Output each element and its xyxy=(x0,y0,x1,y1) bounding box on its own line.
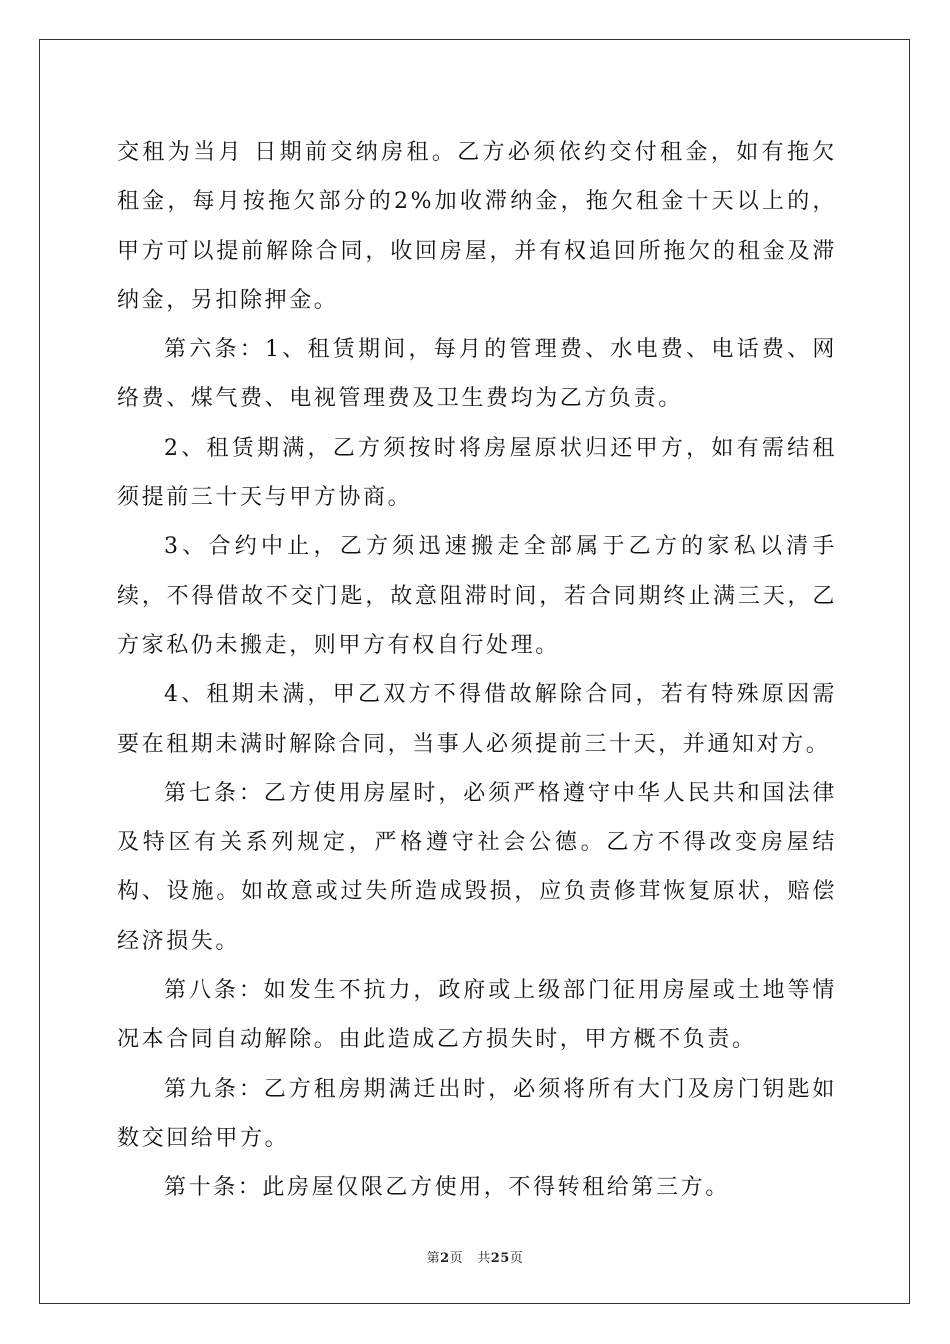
page-prefix: 第 xyxy=(426,1251,441,1266)
total-pages: 25 xyxy=(490,1251,510,1266)
paragraph-article-6-item-3: 3、合约中止，乙方须迅速搬走全部属于乙方的家私以清手续，不得借故不交门匙，故意阻滞时间，若合同期终止满三天，乙方家私仍未搬走，则甲方有权自行处理。 xyxy=(117,534,837,658)
paragraph-article-10: 第十条：此房屋仅限乙方使用，不得转租给第三方。 xyxy=(164,1175,730,1201)
page-suffix: 页 xyxy=(449,1251,464,1266)
paragraph-article-6-item-4: 4、租期未满，甲乙双方不得借故解除合同，若有特殊原因需要在租期未满时解除合同，当事人必须提前三十天，并通知对方。 xyxy=(117,682,837,757)
page-number: 2 xyxy=(440,1251,450,1266)
total-prefix: 共 xyxy=(477,1251,491,1266)
document-body xyxy=(117,128,837,1213)
paragraph-article-7: 第七条：乙方使用房屋时，必须严格遵守中华人民共和国法律及特区有关系列规定，严格遵守社会公德。乙方不得改变房屋结构、设施。如故意或过失所造成毁损，应负责修茸恢复原状，赔偿经济损失。 xyxy=(117,780,837,954)
paragraph-article-6-item-1: 第六条：1、租赁期间，每月的管理费、水电费、电话费、网络费、煤气费、电视管理费及卫生费均为乙方负责。 xyxy=(117,337,837,412)
paragraph-article-6-item-2: 2、租赁期满，乙方须按时将房屋原状归还甲方，如有需结租须提前三十天与甲方协商。 xyxy=(117,435,837,511)
total-suffix: 页 xyxy=(509,1251,524,1266)
paragraph-article-9: 第九条：乙方租房期满迁出时，必须将所有大门及房门钥匙如数交回给甲方。 xyxy=(117,1076,837,1151)
paragraph-rent-payment: 交租为当月 日期前交纳房租。乙方必须依约交付租金，如有拖欠租金，每月按拖欠部分的2%加收滞纳金，拖欠租金十天以上的，甲方可以提前解除合同，收回房屋，并有权追回所拖欠的租金及滞纳金，另扣除押金。 xyxy=(117,140,837,313)
paragraph-article-8: 第八条：如发生不抗力，政府或上级部门征用房屋或土地等情况本合同自动解除。由此造成乙方损失时，甲方概不负责。 xyxy=(117,978,837,1053)
page-footer xyxy=(0,1247,950,1266)
